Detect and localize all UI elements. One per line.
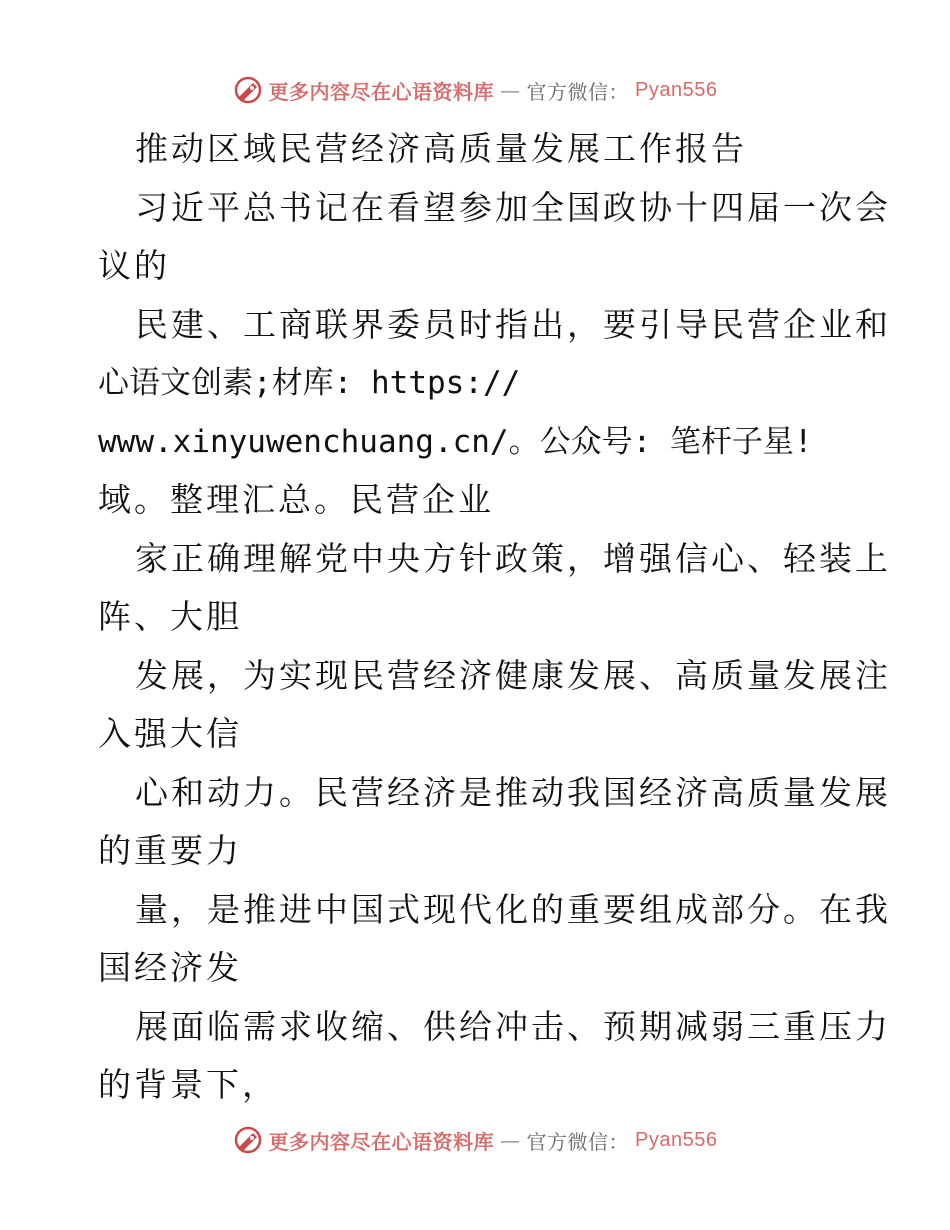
- footer-banner: [233, 1125, 718, 1155]
- text-line: www.xinyuwenchuang.cn/。公众号: 笔杆子星!: [98, 423, 813, 460]
- pen-nib-circle-icon: [233, 75, 263, 105]
- text-line: 议的: [98, 246, 170, 285]
- header-banner: [233, 75, 718, 105]
- banner-wechat-id: Pyan556: [635, 78, 718, 101]
- banner-wechat-label: 官方微信：: [526, 79, 630, 104]
- text-line: 发展，为实现民营经济健康发展、高质量发展注: [135, 655, 891, 695]
- banner-slogan: 更多内容尽在心语资料库: [268, 1129, 495, 1154]
- document-title: 推动区域民营经济高质量发展工作报告: [135, 129, 747, 168]
- text-line: 习近平总书记在看望参加全国政协十四届一次会: [135, 187, 891, 227]
- text-line: 域。整理汇总。民营企业: [98, 480, 494, 519]
- text-line: 量，是推进中国式现代化的重要组成部分。在我: [135, 889, 891, 929]
- text-line: 的背景下，: [98, 1065, 278, 1104]
- text-line: 国经济发: [98, 948, 242, 987]
- text-line: 心语文创素;材库: https://: [98, 365, 521, 401]
- text-line: 入强大信: [98, 714, 242, 753]
- banner-wechat-label: 官方微信：: [526, 1129, 630, 1154]
- text-line: 心和动力。民营经济是推动我国经济高质量发展: [135, 772, 891, 812]
- text-line: 阵、大胆: [98, 597, 242, 636]
- banner-slogan: 更多内容尽在心语资料库: [268, 79, 495, 104]
- document-body: [98, 120, 891, 1115]
- text-line: 民建、工商联界委员时指出，要引导民营企业和: [135, 304, 891, 344]
- page-header: [0, 70, 950, 110]
- page-footer: [0, 1120, 950, 1160]
- pen-nib-circle-icon: [233, 1125, 263, 1155]
- text-line: 的重要力: [98, 831, 242, 870]
- text-line: 家正确理解党中央方针政策，增强信心、轻装上: [135, 538, 891, 578]
- banner-wechat-id: Pyan556: [635, 1128, 718, 1151]
- text-line: 展面临需求收缩、供给冲击、预期减弱三重压力: [135, 1006, 891, 1046]
- banner-dash: —: [500, 78, 521, 102]
- banner-dash: —: [500, 1128, 521, 1152]
